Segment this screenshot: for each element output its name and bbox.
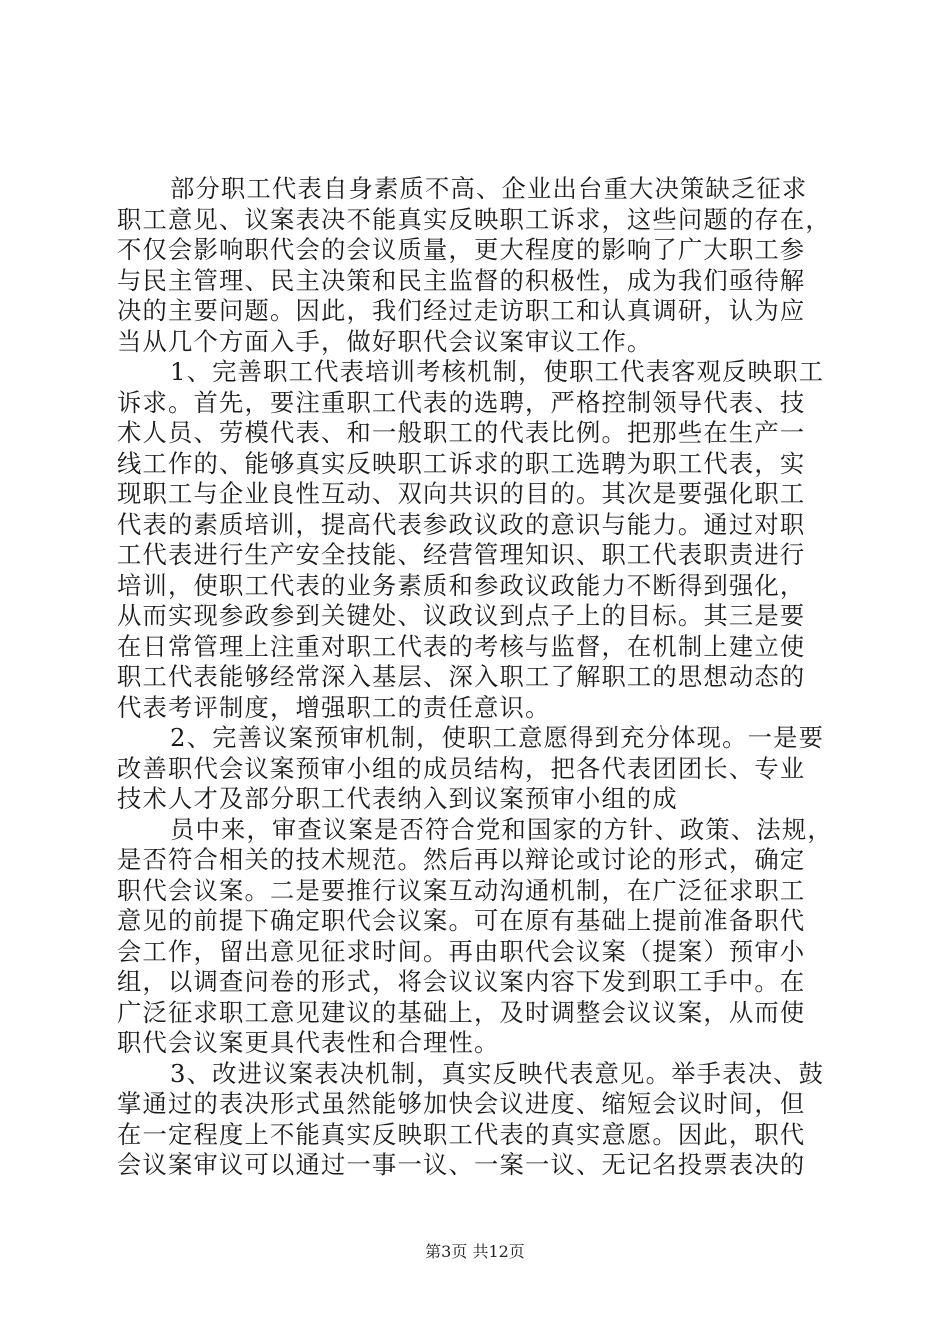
text-line: 代表的素质培训，提高代表参政议政的意识与能力。通过对职 <box>117 509 806 539</box>
text-line: 培训，使职工代表的业务素质和参政议政能力不断得到强化， <box>117 570 806 600</box>
document-body <box>117 174 839 1181</box>
text-line: 职工意见、议案表决不能真实反映职工诉求，这些问题的存在， <box>117 204 831 234</box>
text-line: 从而实现参政参到关键处、议政议到点子上的目标。其三是要 <box>117 601 806 630</box>
text-line: 职代会议案更具代表性和合理性。 <box>117 1028 500 1057</box>
text-line: 职工代表能够经常深入基层、深入职工了解职工的思想动态的 <box>117 662 806 691</box>
text-line: 2、完善议案预审机制，使职工意愿得到充分体现。一是要 <box>170 723 825 752</box>
text-line: 掌通过的表决形式虽然能够加快会议进度、缩短会议时间，但 <box>117 1089 806 1118</box>
text-line: 工代表进行生产安全技能、经营管理知识、职工代表职责进行 <box>117 540 806 569</box>
text-line: 改善职代会议案预审小组的成员结构，把各代表团团长、专业 <box>117 753 806 783</box>
text-line: 员中来，审查议案是否符合党和国家的方针、政策、法规， <box>170 814 833 844</box>
text-line: 技术人才及部分职工代表纳入到议案预审小组的成 <box>117 784 678 813</box>
text-line: 代表考评制度，增强职工的责任意识。 <box>117 692 551 722</box>
text-line: 会议案审议可以通过一事一议、一案一议、无记名投票表决的 <box>117 1150 806 1179</box>
text-line: 1、完善职工代表培训考核机制，使职工代表客观反映职工 <box>170 357 825 386</box>
text-line: 是否符合相关的技术规范。然后再以辩论或讨论的形式，确定 <box>117 845 806 874</box>
text-line: 线工作的、能够真实反映职工诉求的职工选聘为职工代表，实 <box>117 448 806 478</box>
page-footer <box>0 1242 950 1262</box>
text-line: 在日常管理上注重对职工代表的考核与监督，在机制上建立使 <box>117 631 806 661</box>
text-line: 组，以调查问卷的形式，将会议议案内容下发到职工手中。在 <box>117 967 806 996</box>
text-line: 不仅会影响职代会的会议质量，更大程度的影响了广大职工参 <box>117 235 806 264</box>
text-line: 决的主要问题。因此，我们经过走访职工和认真调研，认为应 <box>117 296 806 325</box>
text-line: 在一定程度上不能真实反映职工代表的真实意愿。因此，职代 <box>117 1119 806 1149</box>
text-line: 部分职工代表自身素质不高、企业出台重大决策缺乏征求 <box>170 174 808 203</box>
text-line: 意见的前提下确定职代会议案。可在原有基础上提前准备职代 <box>117 906 806 935</box>
text-line: 诉求。首先，要注重职工代表的选聘，严格控制领导代表、技 <box>117 387 806 417</box>
text-line: 与民主管理、民主决策和民主监督的积极性，成为我们亟待解 <box>117 265 806 295</box>
text-line: 3、改进议案表决机制，真实反映代表意见。举手表决、鼓 <box>170 1058 825 1088</box>
text-line: 职代会议案。二是要推行议案互动沟通机制，在广泛征求职工 <box>117 875 806 905</box>
text-line: 现职工与企业良性互动、双向共识的目的。其次是要强化职工 <box>117 479 806 508</box>
text-line: 会工作，留出意见征求时间。再由职代会议案（提案）预审小 <box>117 936 806 966</box>
text-line: 当从几个方面入手，做好职代会议案审议工作。 <box>117 326 653 356</box>
text-line: 广泛征求职工意见建议的基础上，及时调整会议议案，从而使 <box>117 997 806 1027</box>
text-line: 术人员、劳模代表、和一般职工的代表比例。把那些在生产一 <box>117 418 806 447</box>
page-number-label: 第3页 共12页 <box>425 1242 525 1261</box>
